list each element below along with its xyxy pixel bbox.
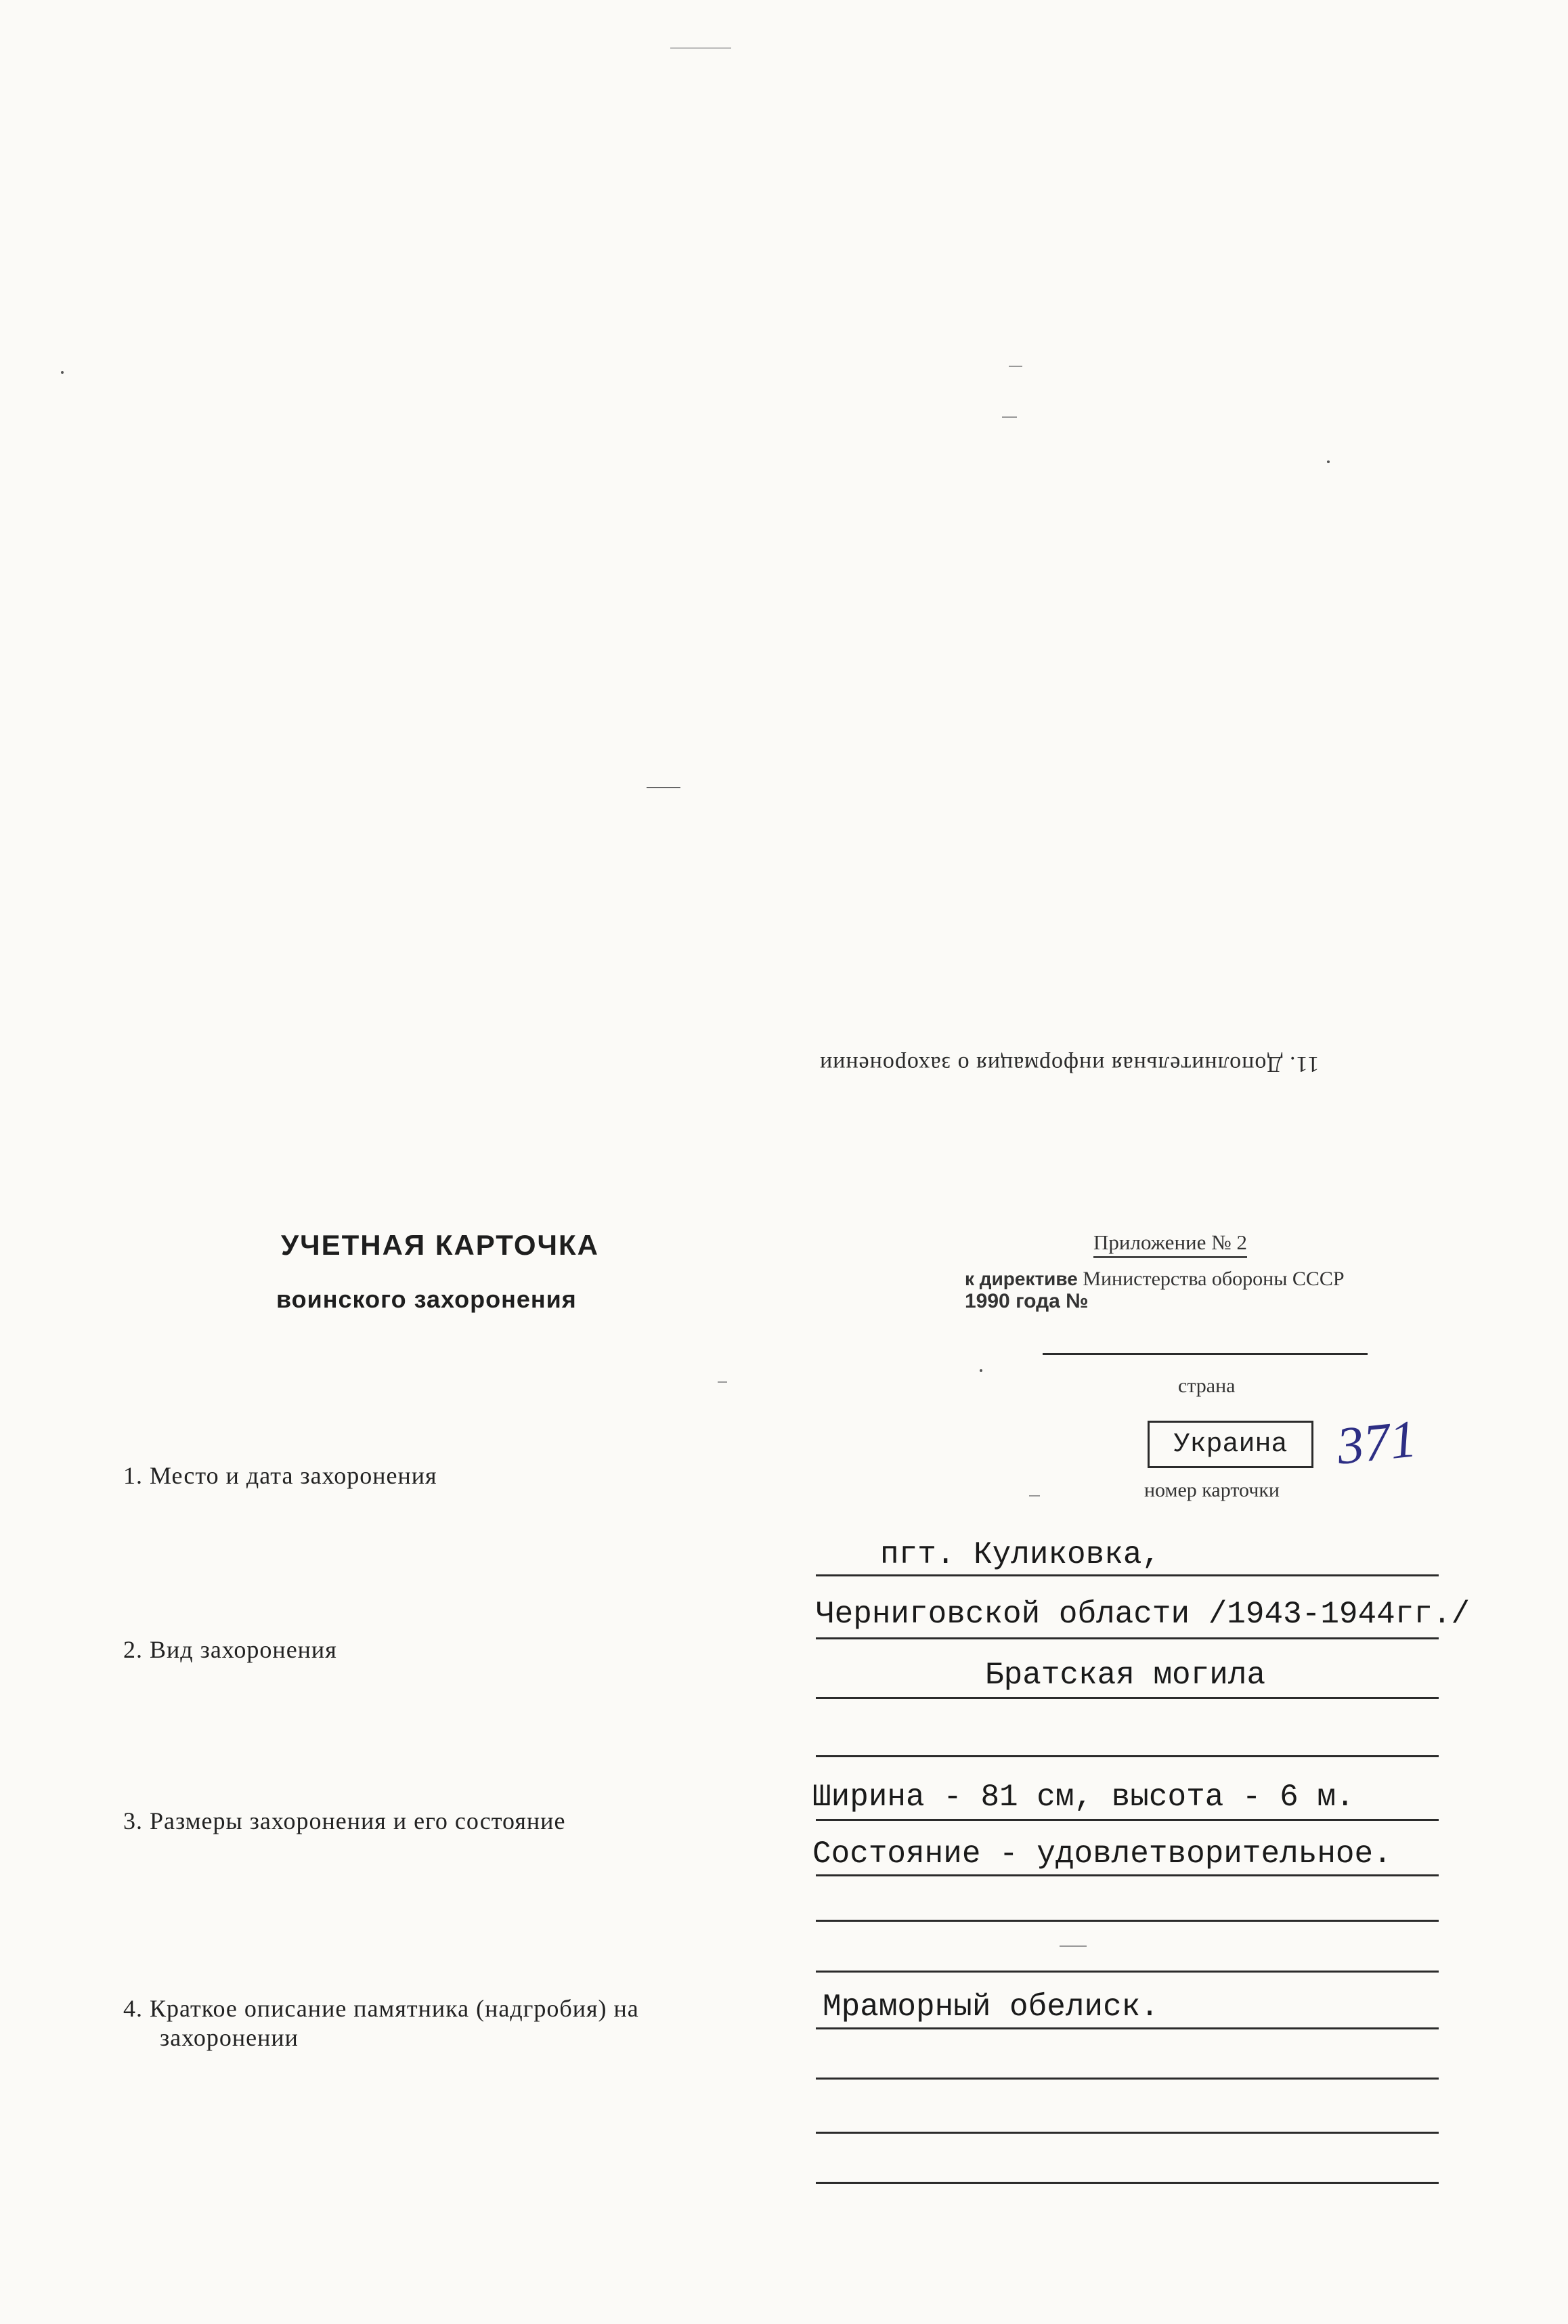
upside-down-heading: 11. Дополнительная информация о захоронении [819, 1052, 1320, 1077]
size-rule-1 [816, 1819, 1439, 1821]
country-value: Украина [1173, 1429, 1288, 1460]
scan-mark [670, 47, 731, 49]
monument-rule-4 [816, 2182, 1439, 2184]
scan-mark [1029, 1495, 1040, 1497]
type-rule-1 [816, 1697, 1439, 1699]
scan-speck [1327, 460, 1330, 463]
scan-speck [980, 1369, 982, 1372]
scan-mark [1009, 366, 1022, 367]
size-rule-4 [816, 1971, 1439, 1973]
country-label: страна [1178, 1375, 1236, 1397]
directive-number-rule [1043, 1353, 1368, 1355]
directive-bold: к директиве [965, 1268, 1078, 1289]
monument-rule-3 [816, 2132, 1439, 2134]
directive-rest: Министерства обороны СССР [1077, 1268, 1345, 1290]
place-rule-2 [816, 1637, 1439, 1639]
type-line-1: Братская могила [985, 1658, 1266, 1693]
type-label: 2. Вид захоронения [123, 1636, 337, 1663]
scan-mark [647, 787, 680, 788]
size-line-1: Ширина - 81 см, высота - 6 м. [812, 1780, 1355, 1815]
appendix-label: Приложение № 2 [1093, 1230, 1247, 1258]
type-rule-2 [816, 1755, 1439, 1757]
card-title: УЧЕТНАЯ КАРТОЧКА [281, 1229, 600, 1261]
card-number: 371 [1334, 1408, 1420, 1476]
monument-label-line-1: 4. Краткое описание памятника (надгробия) на [123, 1995, 639, 2022]
place-label: 1. Место и дата захоронения [123, 1462, 437, 1489]
card-subtitle: воинского захоронения [276, 1285, 577, 1313]
monument-line-1: Мраморный обелиск. [823, 1989, 1159, 2025]
directive-line-1 [965, 1268, 1345, 1291]
size-label: 3. Размеры захоронения и его состояние [123, 1807, 566, 1834]
place-line-2: Черниговской области /1943-1944гг./ [816, 1597, 1471, 1632]
card-number-label: номер карточки [1144, 1479, 1280, 1501]
scan-mark [718, 1381, 727, 1383]
scan-mark [1060, 1945, 1087, 1947]
size-rule-2 [816, 1874, 1439, 1876]
size-line-2: Состояние - удовлетворительное. [812, 1836, 1392, 1872]
place-line-1: пгт. Куликовка, [880, 1537, 1161, 1572]
country-box [1148, 1421, 1313, 1468]
scan-mark [1002, 416, 1017, 418]
directive-line-2: 1990 года № [965, 1290, 1089, 1312]
scan-speck [61, 371, 64, 374]
size-rule-3 [816, 1920, 1439, 1922]
monument-rule-1 [816, 2027, 1439, 2029]
place-rule-1 [816, 1574, 1439, 1576]
monument-label-line-2: захоронении [160, 2024, 299, 2051]
monument-rule-2 [816, 2078, 1439, 2080]
